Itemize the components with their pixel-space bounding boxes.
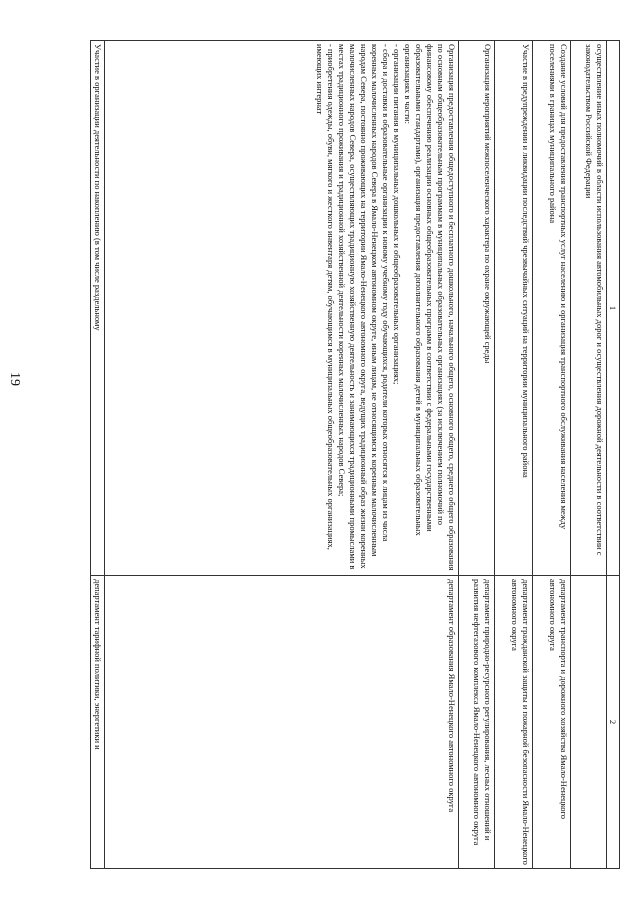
table-cell-authority: Участие в предупреждении и ликвидации последствий чрезвычайных ситуаций на территории муниципального района [495, 41, 533, 576]
table-cell-department: департамент гражданской защиты и пожарной безопасности Ямало-Ненецкого автономного округа [495, 576, 533, 869]
rotated-table-container [90, 40, 620, 868]
table-cell-authority: осуществление иных полномочий в области использования автомобильных дорог и осуществления дорожной деятельности в соответствии с законодательством Российской Федерации [571, 41, 607, 576]
column-header-1: 1 [607, 41, 620, 576]
table-row [459, 41, 495, 869]
table-cell-authority: Организация мероприятий межпоселенческого характера по охране окружающей среды [459, 41, 495, 576]
table-row [533, 41, 571, 869]
table-cell-department: департамент образования Ямало-Ненецкого автономного округа [105, 576, 459, 869]
page-number: 19 [7, 372, 22, 386]
table-row [571, 41, 607, 869]
column-header-2: 2 [607, 576, 620, 869]
table-row [105, 41, 459, 869]
table-row [91, 41, 105, 869]
table-cell-department: департамент тарифной политики, энергетики и [91, 576, 105, 869]
table-cell-authority: Участие в организации деятельности по накоплению (в том числе раздельному [91, 41, 105, 576]
table-header-row [607, 41, 620, 869]
table-cell-authority: Организация предоставления общедоступного и бесплатного дошкольного, начального общего, основного общего, среднего общего образования по основным общеобразовательным программам в муниципальных образовательных организациях (за исключением полномочий по финансовому обеспечению реализации основных общеобразовательных программ в соответствии с федеральными государственными образовательными стандартами), организация предоставления дополнительного образования детей в муниципальных образовательных организациях в части: - организации питания в муниципальных дошкольных и общеобразовательных организациях; - сбора и доставки в образовательные организации к новому учебному году обучающихся, родители которых относятся к лицам из числа коренных малочисленных народов Севера в Ямало-Ненецком автономном округе, иным лицам, не относящимся к коренным малочисленным народам Севера, постоянно проживающих на территории Ямало-Ненецкого автономного округа, ведущих традиционный образ жизни коренных малочисленных народов Севера, осуществляющих традиционную хозяйственную деятельность и занимающихся традиционными промыслами в местах традиционного проживания и традиционной хозяйственной деятельности коренных малочисленных народов Севера; - приобретения одежды, обуви, мягкого и жесткого инвентаря детям, обучающимся в муниципальных общеобразовательных организациях, имеющих интернат [105, 41, 459, 576]
competence-table [90, 40, 620, 869]
table-cell-department: департамент природно-ресурсного регулирования, лесных отношений и развития нефтегазового комплекса Ямало-Ненецкого автономного округа [459, 576, 495, 869]
table-row [495, 41, 533, 869]
table-cell-department: департамент транспорта и дорожного хозяйства Ямало-Ненецкого автономного округа [533, 576, 571, 869]
table-cell-authority: Создание условий для предоставления транспортных услуг населению и организация транспортного обслуживания населения между поселениями в границах муниципального района [533, 41, 571, 576]
table-cell-department [571, 576, 607, 869]
